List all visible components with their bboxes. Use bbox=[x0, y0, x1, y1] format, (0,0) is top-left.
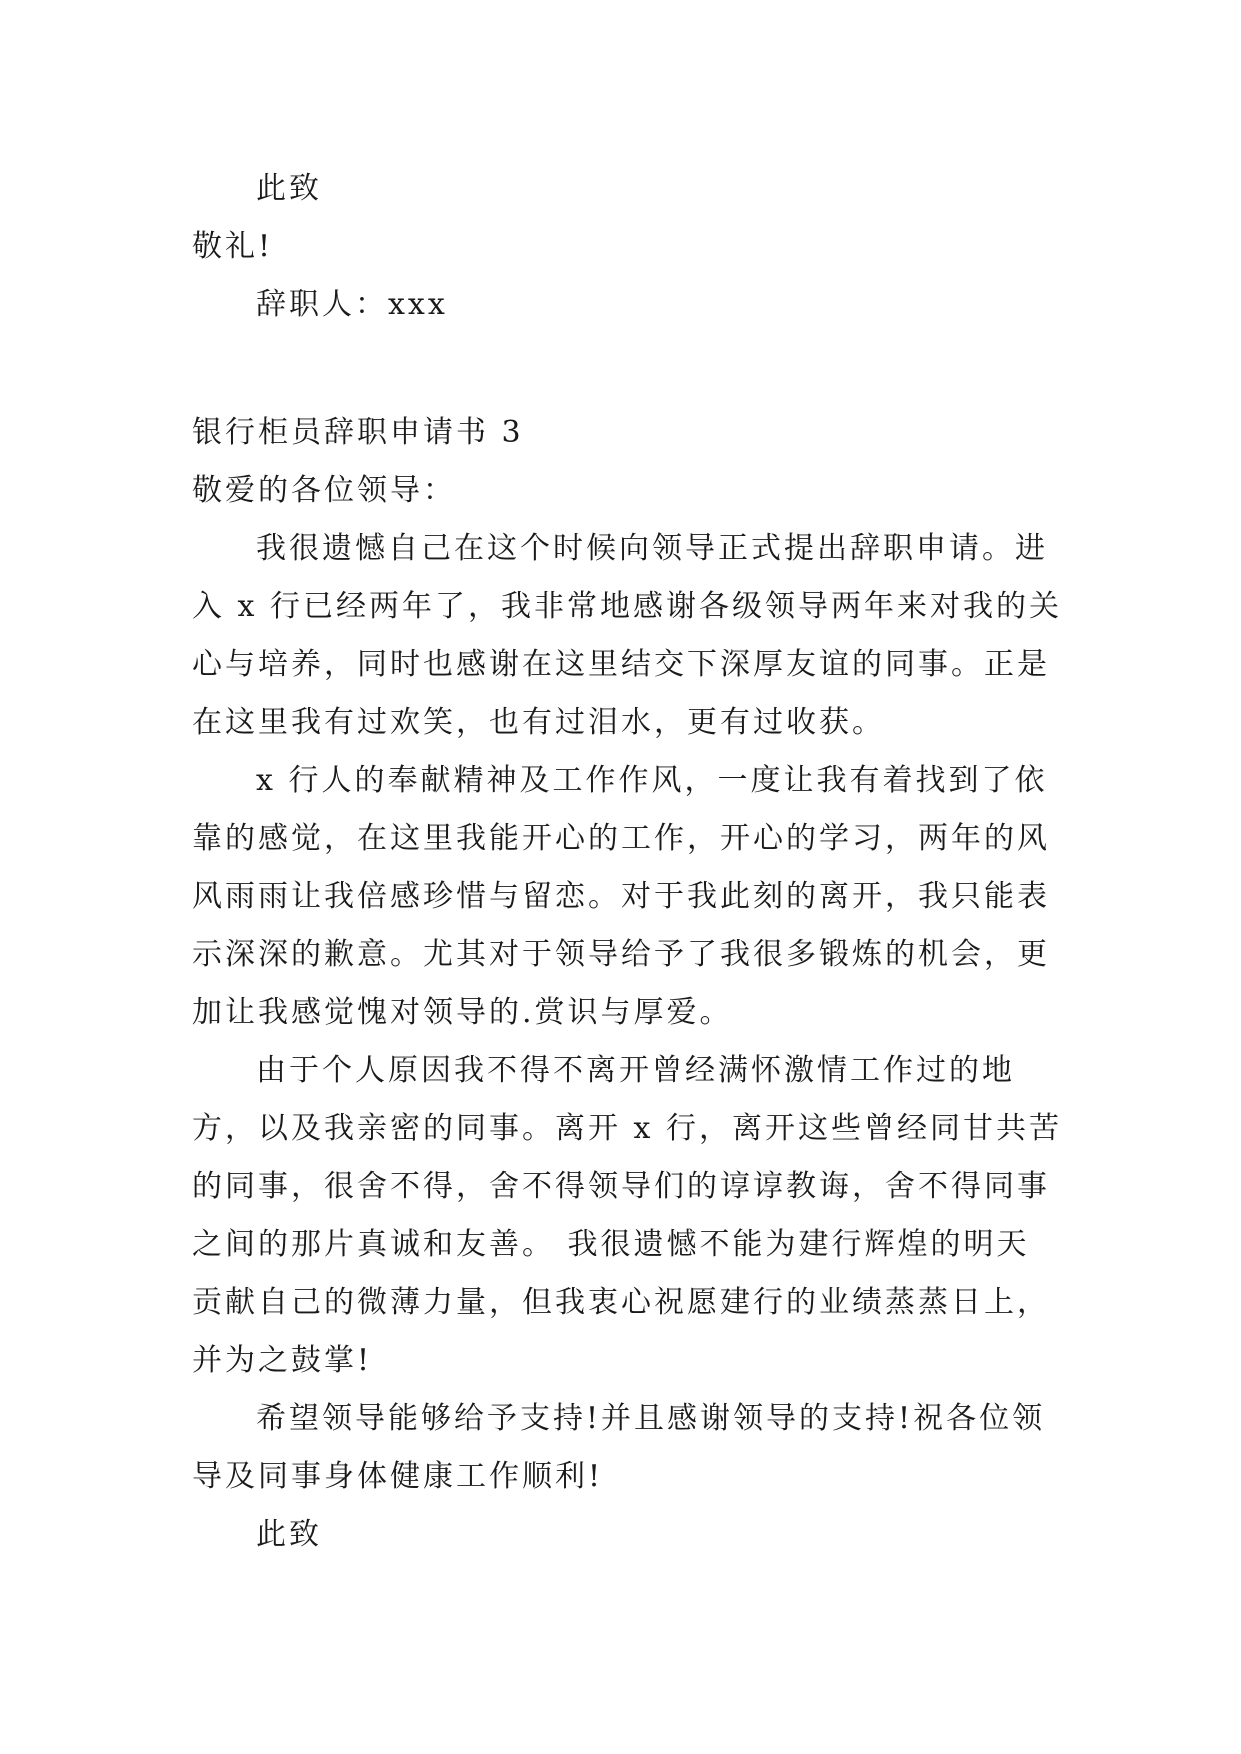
paragraph-line: 入 x 行已经两年了，我非常地感谢各级领导两年来对我的关 bbox=[192, 589, 1062, 624]
paragraph-line: 靠的感觉，在这里我能开心的工作，开心的学习，两年的风 bbox=[192, 821, 1050, 856]
closing-text: 此致 bbox=[256, 171, 322, 206]
paragraph-line: 方，以及我亲密的同事。离开 x 行，离开这些曾经同甘共苦 bbox=[192, 1111, 1062, 1146]
signature-text: 辞职人：xxx bbox=[256, 287, 448, 322]
paragraph-line: 由于个人原因我不得不离开曾经满怀激情工作过的地 bbox=[256, 1053, 1015, 1088]
paragraph-line: 我很遗憾自己在这个时候向领导正式提出辞职申请。进 bbox=[256, 531, 1048, 566]
paragraph-line: 风雨雨让我倍感珍惜与留恋。对于我此刻的离开，我只能表 bbox=[192, 879, 1050, 914]
paragraph-line: 加让我感觉愧对领导的.赏识与厚爱。 bbox=[192, 995, 733, 1030]
letter-salutation: 敬爱的各位领导： bbox=[192, 473, 456, 508]
paragraph-2 bbox=[192, 752, 1062, 1042]
paragraph-line: 心与培养，同时也感谢在这里结交下深厚友谊的同事。正是 bbox=[192, 647, 1050, 682]
paragraph-line: 并为之鼓掌! bbox=[192, 1343, 373, 1378]
paragraph-line: 之间的那片真诚和友善。 我很遗憾不能为建行辉煌的明天 bbox=[192, 1227, 1030, 1262]
document-body bbox=[192, 160, 1062, 1564]
paragraph-3 bbox=[192, 1042, 1062, 1390]
letter-title: 银行柜员辞职申请书 3 bbox=[192, 415, 524, 450]
paragraph-1 bbox=[192, 520, 1062, 752]
paragraph-line: 贡献自己的微薄力量，但我衷心祝愿建行的业绩蒸蒸日上， bbox=[192, 1285, 1050, 1320]
paragraph-line: 的同事，很舍不得，舍不得领导们的谆谆教诲，舍不得同事 bbox=[192, 1169, 1050, 1204]
paragraph-4 bbox=[192, 1390, 1062, 1506]
closing-text: 此致 bbox=[256, 1517, 322, 1552]
paragraph-line: 希望领导能够给予支持!并且感谢领导的支持!祝各位领 bbox=[256, 1401, 1046, 1436]
section-gap bbox=[192, 334, 1062, 404]
paragraph-line: x 行人的奉献精神及工作作风，一度让我有着找到了依 bbox=[256, 763, 1048, 798]
regards-text: 敬礼! bbox=[192, 229, 274, 264]
paragraph-line: 导及同事身体健康工作顺利! bbox=[192, 1459, 604, 1494]
paragraph-line: 示深深的歉意。尤其对于领导给予了我很多锻炼的机会，更 bbox=[192, 937, 1050, 972]
paragraph-line: 在这里我有过欢笑，也有过泪水，更有过收获。 bbox=[192, 705, 885, 740]
